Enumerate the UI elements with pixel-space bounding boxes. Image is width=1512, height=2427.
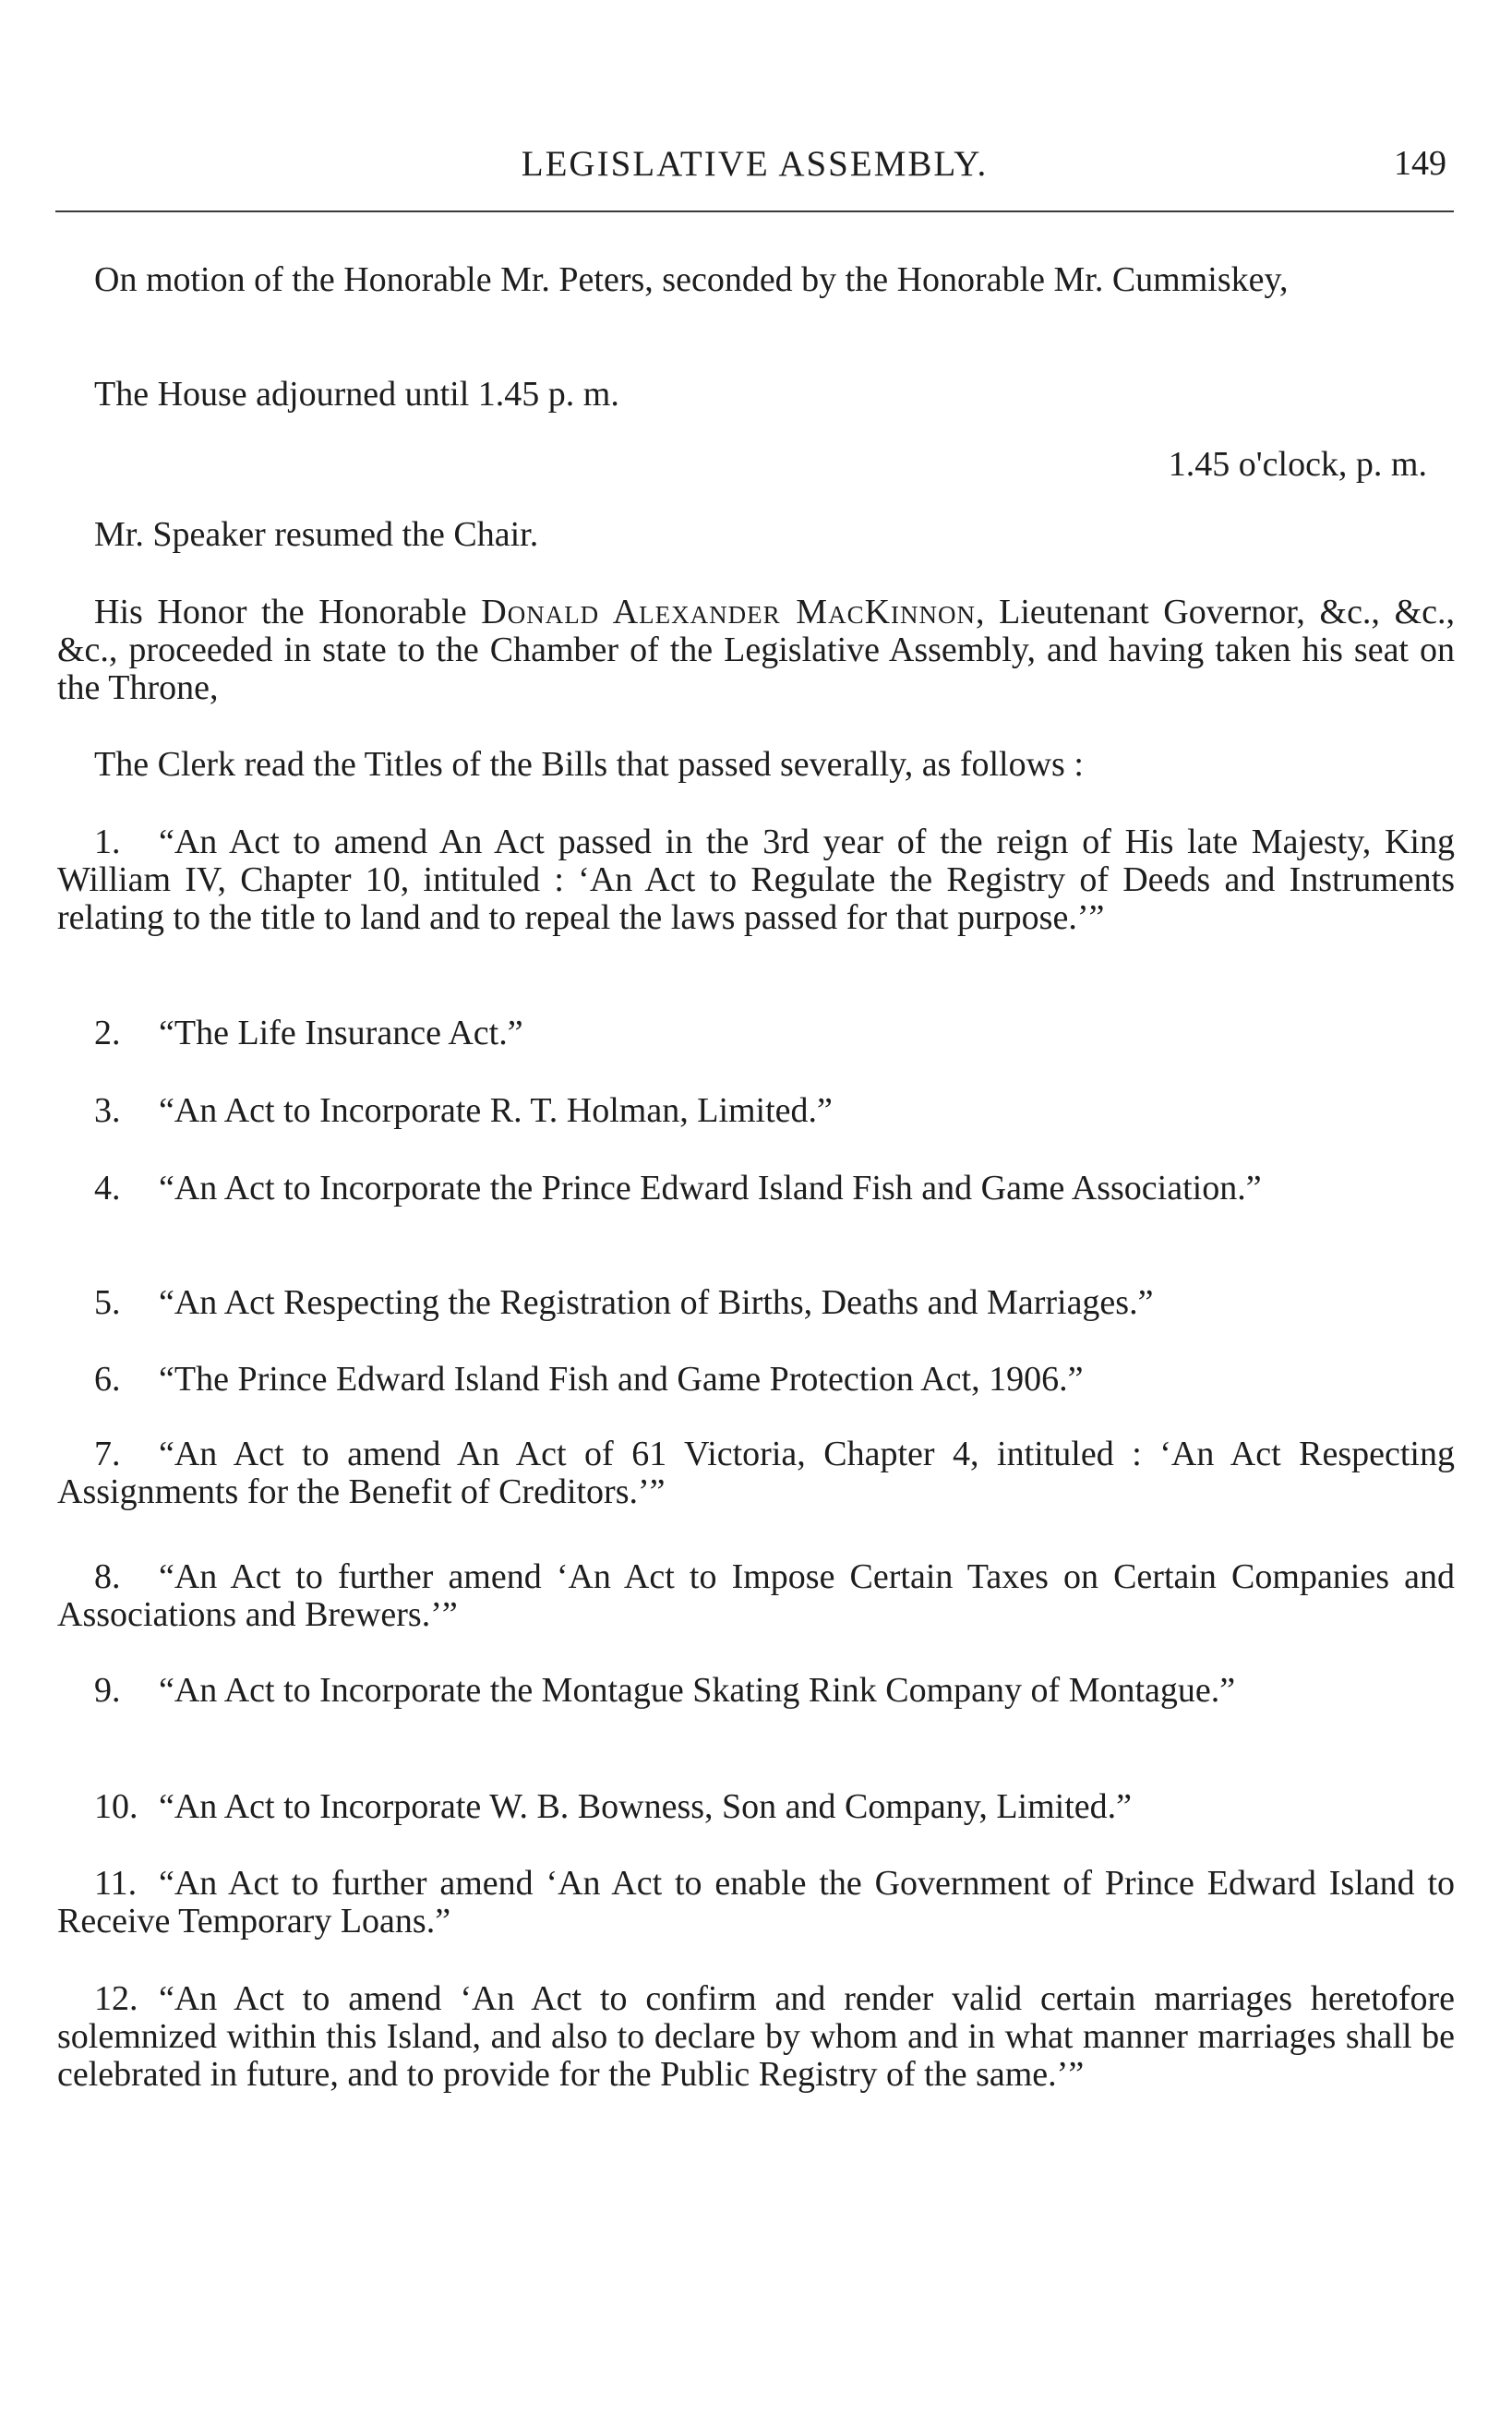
bill-number: 6. xyxy=(94,1360,121,1399)
page-number: 149 xyxy=(1394,144,1446,183)
bill-item xyxy=(57,1980,1455,2094)
bill-item xyxy=(57,1558,1455,1634)
bill-title: “An Act to amend ‘An Act to confirm and render valid certain marriages heretofore solemnized within this Island, and also to declare by whom and in what manner marriages shall be celebrated in future, and to provide for the Public Registry of the same.’” xyxy=(57,1979,1455,2094)
bill-item xyxy=(57,1170,1455,1207)
honor-rest: , Lieutenant Governor, &c., &c., &c., proceeded in state to the Chamber of the Legislative Assembly, and having taken his seat on the Throne, xyxy=(57,593,1455,707)
bill-title: “An Act Respecting the Registration of Births, Deaths and Marriages.” xyxy=(159,1283,1154,1322)
bill-number: 5. xyxy=(94,1283,121,1322)
bill-item xyxy=(57,1788,1455,1826)
bill-item xyxy=(57,1436,1455,1511)
honor-paragraph xyxy=(57,594,1455,707)
bill-item xyxy=(57,1284,1455,1322)
bill-number: 9. xyxy=(94,1671,121,1710)
bill-number: 12. xyxy=(94,1979,138,2018)
bill-title: “An Act to Incorporate the Prince Edward Island Fish and Game Association.” xyxy=(159,1169,1262,1207)
bill-title: “An Act to Incorporate R. T. Holman, Limited.” xyxy=(159,1091,833,1130)
bill-title: “An Act to amend An Act passed in the 3rd year of the reign of His late Majesty, King William IV, Chapter 10, intituled : ‘An Act to Regulate the Registry of Deeds and Instruments relating to the title to land and to repeal the laws passed for that purpose.’” xyxy=(57,823,1455,937)
clerk-paragraph: The Clerk read the Titles of the Bills that passed severally, as follows : xyxy=(94,745,1084,784)
bill-number: 4. xyxy=(94,1169,121,1207)
bill-title: “An Act to Incorporate W. B. Bowness, Son and Company, Limited.” xyxy=(159,1787,1132,1826)
bill-title: “An Act to Incorporate the Montague Skating Rink Company of Montague.” xyxy=(159,1671,1236,1710)
header-rule xyxy=(55,210,1454,212)
bill-number: 10. xyxy=(94,1787,138,1826)
bill-item xyxy=(57,823,1455,937)
adjourned-paragraph: The House adjourned until 1.45 p. m. xyxy=(94,375,619,414)
bill-number: 3. xyxy=(94,1091,121,1130)
bill-title: “The Life Insurance Act.” xyxy=(159,1014,523,1052)
bill-number: 7. xyxy=(94,1435,121,1473)
speaker-paragraph: Mr. Speaker resumed the Chair. xyxy=(94,515,539,554)
bill-title: “An Act to further amend ‘An Act to enable the Government of Prince Edward Island to Receive Temporary Loans.” xyxy=(57,1864,1455,1940)
bill-number: 11. xyxy=(94,1864,138,1903)
bill-title: “The Prince Edward Island Fish and Game Protection Act, 1906.” xyxy=(159,1360,1084,1399)
time-mark: 1.45 o'clock, p. m. xyxy=(1168,445,1427,484)
bill-item xyxy=(57,1361,1455,1399)
motion-paragraph: On motion of the Honorable Mr. Peters, seconded by the Honorable Mr. Cummiskey, xyxy=(94,260,1289,299)
bill-item xyxy=(57,1092,1455,1130)
honor-intro: His Honor the Honorable xyxy=(94,593,482,631)
page-header xyxy=(55,143,1454,208)
bill-number: 1. xyxy=(94,823,121,861)
lieutenant-governor-name: Donald Alexander MacKinnon xyxy=(481,593,977,631)
bill-item xyxy=(57,1015,1455,1052)
running-title: LEGISLATIVE ASSEMBLY. xyxy=(521,144,989,184)
bill-title: “An Act to amend An Act of 61 Victoria, Chapter 4, intituled : ‘An Act Respecting Assignments for the Benefit of Creditors.’” xyxy=(57,1435,1455,1511)
bill-title: “An Act to further amend ‘An Act to Impose Certain Taxes on Certain Companies and Associations and Brewers.’” xyxy=(57,1557,1455,1634)
bill-item xyxy=(57,1672,1455,1710)
bill-number: 2. xyxy=(94,1014,121,1052)
bill-number: 8. xyxy=(94,1557,121,1596)
bill-item xyxy=(57,1865,1455,1940)
